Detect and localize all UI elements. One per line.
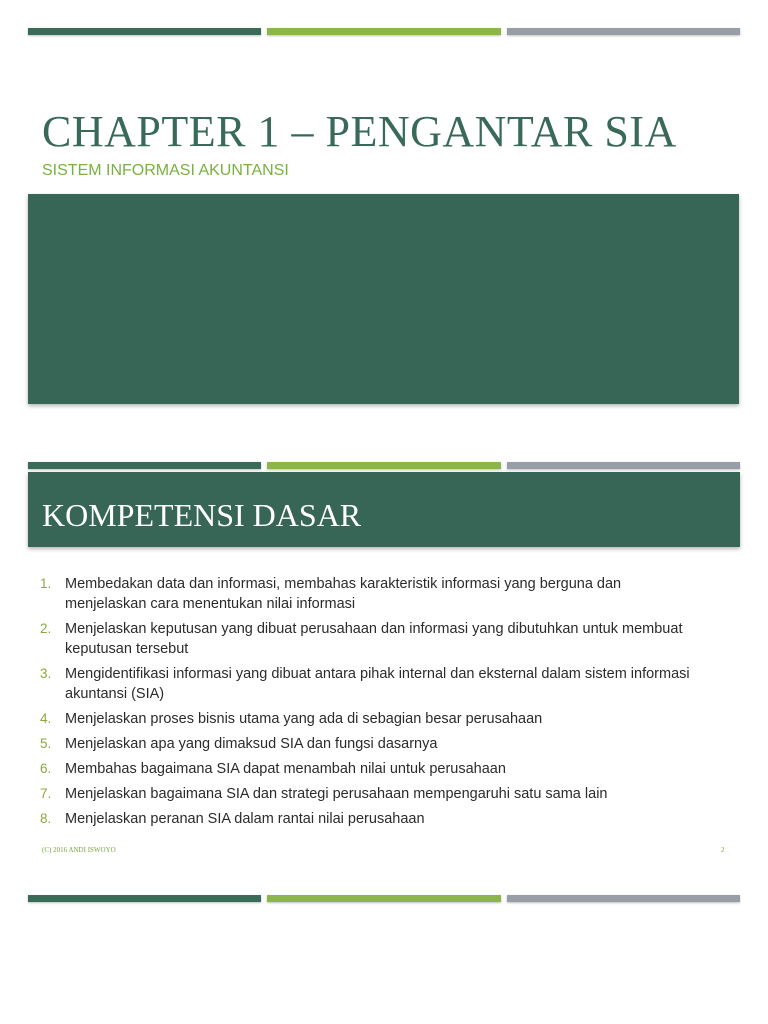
list-item-text: Membahas bagaimana SIA dapat menambah nilai untuk perusahaan [65, 761, 506, 777]
footer-copyright: (C) 2016 ANDI ISWOYO [42, 846, 116, 854]
accent-bar-dark [28, 28, 261, 35]
list-item-number: 1. [40, 576, 52, 591]
list-item-text: Menjelaskan keputusan yang dibuat perusahaan dan informasi yang dibutuhkan untuk membuat keputusan tersebut [65, 621, 683, 657]
accent-bar-gray [507, 462, 740, 469]
list-item-number: 6. [40, 761, 52, 776]
list-item-text: Menjelaskan apa yang dimaksud SIA dan fungsi dasarnya [65, 736, 438, 752]
list-item [40, 664, 700, 704]
list-item [40, 809, 700, 829]
competency-list [40, 574, 700, 834]
slide2-accent-bars [28, 462, 740, 469]
accent-bar-dark [28, 462, 261, 469]
list-item-number: 3. [40, 666, 52, 681]
slide1-accent-bars [28, 28, 740, 35]
list-item [40, 784, 700, 804]
accent-bar-lime [267, 462, 500, 469]
list-item [40, 759, 700, 779]
accent-bar-lime [267, 895, 500, 902]
slide3-accent-bars [28, 895, 740, 902]
list-item-text: Menjelaskan peranan SIA dalam rantai nilai perusahaan [65, 811, 425, 827]
list-item [40, 574, 700, 614]
list-item-number: 2. [40, 621, 52, 636]
page-number: 2 [721, 846, 725, 854]
accent-bar-gray [507, 895, 740, 902]
list-item-number: 7. [40, 786, 52, 801]
section-heading: KOMPETENSI DASAR [42, 497, 362, 533]
list-item-text: Membedakan data dan informasi, membahas karakteristik informasi yang berguna dan menjelaskan cara menentukan nilai informasi [65, 576, 622, 612]
list-item-number: 8. [40, 811, 52, 826]
accent-bar-dark [28, 895, 261, 902]
hero-panel [28, 194, 739, 404]
accent-bar-gray [507, 28, 740, 35]
accent-bar-lime [267, 28, 500, 35]
list-item [40, 709, 700, 729]
list-item-number: 4. [40, 711, 52, 726]
slide-subtitle: SISTEM INFORMASI AKUNTANSI [42, 162, 289, 179]
list-item [40, 734, 700, 754]
list-item-number: 5. [40, 736, 52, 751]
list-item-text: Mengidentifikasi informasi yang dibuat antara pihak internal dan eksternal dalam sistem informasi akuntansi (SIA) [65, 666, 690, 702]
list-item-text: Menjelaskan bagaimana SIA dan strategi perusahaan mempengaruhi satu sama lain [65, 786, 608, 802]
slide-title: CHAPTER 1 – PENGANTAR SIA [42, 107, 677, 156]
list-item [40, 619, 700, 659]
section-banner [28, 472, 740, 547]
list-item-text: Menjelaskan proses bisnis utama yang ada di sebagian besar perusahaan [65, 711, 543, 727]
